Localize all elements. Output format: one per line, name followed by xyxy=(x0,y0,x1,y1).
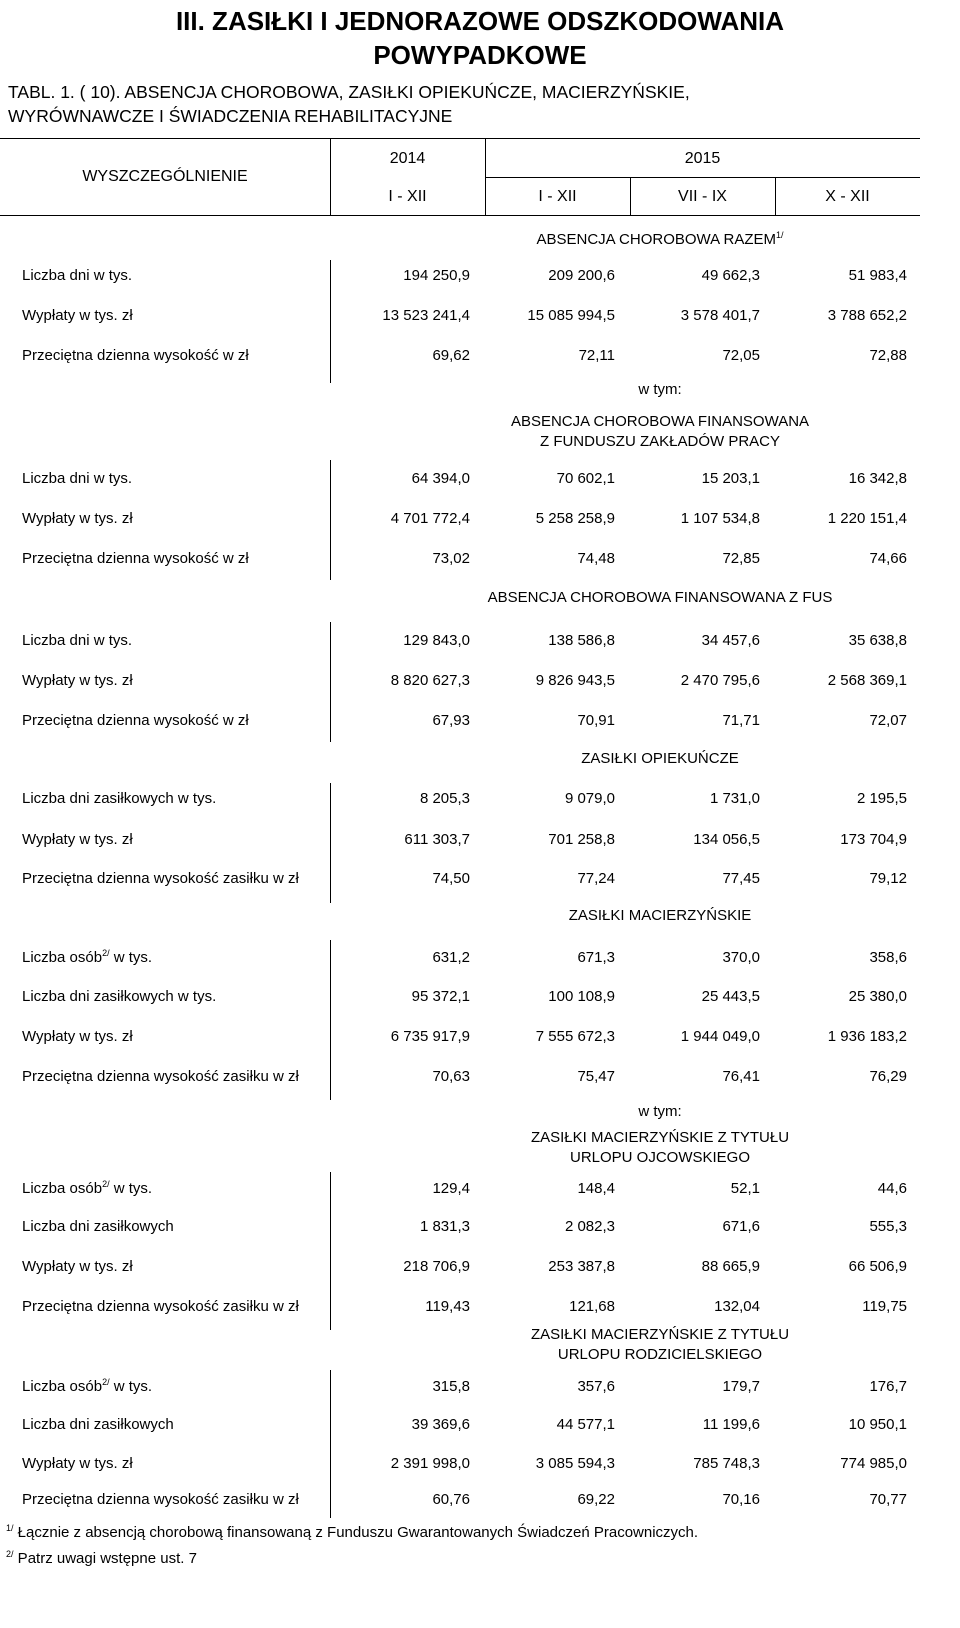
cell-vii-ix: 88 665,9 xyxy=(701,1258,760,1275)
cell-vii-ix: 785 748,3 xyxy=(693,1455,760,1472)
row-label: Wypłaty w tys. zł xyxy=(22,831,133,848)
cell-x-xii: 555,3 xyxy=(869,1218,907,1235)
header-col-vii-ix: VII - IX xyxy=(678,188,727,205)
section-prefix: w tym: xyxy=(638,1103,682,1120)
cell-x-xii: 66 506,9 xyxy=(848,1258,907,1275)
table-row xyxy=(0,1216,920,1238)
row-label: Wypłaty w tys. zł xyxy=(22,510,133,527)
cell-2015-i-xii: 2 082,3 xyxy=(564,1218,615,1235)
cell-x-xii: 35 638,8 xyxy=(848,632,907,649)
cell-2015-i-xii: 5 258 258,9 xyxy=(535,510,615,527)
table-row xyxy=(0,468,920,490)
cell-vii-ix: 25 443,5 xyxy=(701,988,760,1005)
table-row xyxy=(0,1376,920,1398)
header-col-2015-i-xii: I - XII xyxy=(538,188,577,205)
cell-x-xii: 1 220 151,4 xyxy=(827,510,907,527)
cell-2014-i-xii: 1 831,3 xyxy=(419,1218,470,1235)
cell-2014-i-xii: 70,63 xyxy=(432,1068,470,1085)
row-label: Liczba osób$^{2/}$ w tys. xyxy=(22,948,153,966)
row-label: Wypłaty w tys. zł xyxy=(22,672,133,689)
row-label: Liczba dni w tys. xyxy=(22,267,133,284)
cell-x-xii: 3 788 652,2 xyxy=(827,307,907,324)
cell-vii-ix: 3 578 401,7 xyxy=(680,307,760,324)
table-row xyxy=(0,345,920,367)
cell-2015-i-xii: 77,24 xyxy=(577,870,615,887)
cell-2014-i-xii: 39 369,6 xyxy=(411,1416,470,1433)
table-row xyxy=(0,829,920,851)
cell-2015-i-xii: 74,48 xyxy=(577,550,615,567)
row-label: Liczba dni zasiłkowych w tys. xyxy=(22,790,217,807)
section-title: ABSENCJA CHOROBOWA FINANSOWANA Z FUS xyxy=(487,589,833,606)
cell-2014-i-xii: 67,93 xyxy=(432,712,470,729)
table-row xyxy=(0,1026,920,1048)
cell-x-xii: 16 342,8 xyxy=(848,470,907,487)
table-row xyxy=(0,630,920,652)
table-row xyxy=(0,788,920,810)
section-title: ZASIŁKI MACIERZYŃSKIE xyxy=(568,907,752,924)
row-label: Liczba dni w tys. xyxy=(22,632,133,649)
section-title-line1: ZASIŁKI MACIERZYŃSKIE Z TYTUŁU xyxy=(530,1326,790,1343)
cell-2015-i-xii: 3 085 594,3 xyxy=(535,1455,615,1472)
row-label: Wypłaty w tys. zł xyxy=(22,1258,133,1275)
footnote: $^{2/}$ Patrz uwagi wstępne ust. 7 xyxy=(6,1549,197,1567)
cell-2015-i-xii: 72,11 xyxy=(578,347,615,364)
cell-2014-i-xii: 4 701 772,4 xyxy=(390,510,470,527)
row-label: Wypłaty w tys. zł xyxy=(22,1028,133,1045)
row-label: Wypłaty w tys. zł xyxy=(22,1455,133,1472)
cell-x-xii: 358,6 xyxy=(869,949,907,966)
cell-vii-ix: 15 203,1 xyxy=(701,470,760,487)
cell-x-xii: 79,12 xyxy=(869,870,907,887)
table-title-line1: TABL. 1. ( 10). ABSENCJA CHOROBOWA, ZASIŁKI OPIEKUŃCZE, MACIERZYŃSKIE, xyxy=(8,82,690,102)
table-row xyxy=(0,1296,920,1318)
cell-x-xii: 10 950,1 xyxy=(848,1416,907,1433)
cell-vii-ix: 77,45 xyxy=(722,870,760,887)
cell-vii-ix: 72,05 xyxy=(722,347,760,364)
cell-2014-i-xii: 129,4 xyxy=(432,1180,470,1197)
cell-2015-i-xii: 357,6 xyxy=(577,1378,615,1395)
cell-x-xii: 70,77 xyxy=(869,1491,907,1508)
cell-2015-i-xii: 138 586,8 xyxy=(548,632,615,649)
table-row xyxy=(0,305,920,327)
section-title: ABSENCJA CHOROBOWA $RAZEM^{1/}$ xyxy=(536,230,784,248)
section-title-line2: URLOPU OJCOWSKIEGO xyxy=(569,1149,751,1166)
cell-2014-i-xii: 315,8 xyxy=(432,1378,470,1395)
cell-2014-i-xii: 13 523 241,4 xyxy=(382,307,470,324)
table-row xyxy=(0,508,920,530)
cell-2015-i-xii: 15 085 994,5 xyxy=(527,307,615,324)
cell-x-xii: 25 380,0 xyxy=(848,988,907,1005)
cell-2015-i-xii: 9 826 943,5 xyxy=(535,672,615,689)
header-label: WYSZCZEGÓLNIENIE xyxy=(82,168,248,185)
cell-vii-ix: 11 199,6 xyxy=(702,1416,760,1433)
header-year-2014: 2014 xyxy=(389,150,426,167)
cell-x-xii: 173 704,9 xyxy=(840,831,907,848)
cell-2014-i-xii: 73,02 xyxy=(432,550,470,567)
cell-vii-ix: 52,1 xyxy=(730,1180,760,1197)
row-label: Liczba dni zasiłkowych xyxy=(22,1218,174,1235)
cell-x-xii: 774 985,0 xyxy=(840,1455,907,1472)
row-label: Przeciętna dzienna wysokość zasiłku w zł xyxy=(22,1491,299,1508)
table-row xyxy=(0,1066,920,1088)
section-title-line2: Z FUNDUSZU ZAKŁADÓW PRACY xyxy=(539,433,780,450)
cell-vii-ix: 179,7 xyxy=(722,1378,760,1395)
header-year-divider xyxy=(485,177,920,178)
section-prefix: w tym: xyxy=(638,381,682,398)
cell-2014-i-xii: 8 820 627,3 xyxy=(390,672,470,689)
row-label: Przeciętna dzienna wysokość zasiłku w zł xyxy=(22,1298,299,1315)
cell-2014-i-xii: 2 391 998,0 xyxy=(390,1455,470,1472)
footnote: $^{1/}$ Łącznie z absencją chorobową finansowaną z Funduszu Gwarantowanych Świadczeń Pracowniczych. xyxy=(6,1523,699,1541)
cell-2015-i-xii: 69,22 xyxy=(577,1491,615,1508)
cell-2014-i-xii: 64 394,0 xyxy=(411,470,470,487)
cell-vii-ix: 2 470 795,6 xyxy=(680,672,760,689)
cell-2015-i-xii: 75,47 xyxy=(577,1068,615,1085)
cell-x-xii: 51 983,4 xyxy=(848,267,907,284)
table-row xyxy=(0,548,920,570)
cell-2015-i-xii: 253 387,8 xyxy=(548,1258,615,1275)
cell-x-xii: 72,07 xyxy=(869,712,907,729)
row-label: Liczba dni zasiłkowych w tys. xyxy=(22,988,217,1005)
cell-2014-i-xii: 611 303,7 xyxy=(404,831,470,848)
cell-vii-ix: 134 056,5 xyxy=(693,831,760,848)
cell-x-xii: 74,66 xyxy=(869,550,907,567)
section-title-line1: ZASIŁKI MACIERZYŃSKIE Z TYTUŁU xyxy=(530,1129,790,1146)
row-label: Przeciętna dzienna wysokość w zł xyxy=(22,550,249,567)
section-title: ZASIŁKI OPIEKUŃCZE xyxy=(581,750,739,767)
header-year-2015: 2015 xyxy=(684,150,721,167)
cell-2014-i-xii: 8 205,3 xyxy=(419,790,470,807)
header-col-x-xii: X - XII xyxy=(825,188,870,205)
table-row xyxy=(0,947,920,969)
page-title-line1: III. ZASIŁKI I JEDNORAZOWE ODSZKODOWANIA xyxy=(175,6,785,36)
cell-2014-i-xii: 129 843,0 xyxy=(403,632,470,649)
cell-2014-i-xii: 69,62 xyxy=(432,347,470,364)
row-label: Przeciętna dzienna wysokość w zł xyxy=(22,347,249,364)
row-label: Przeciętna dzienna wysokość zasiłku w zł xyxy=(22,1068,299,1085)
section-title-line2: URLOPU RODZICIELSKIEGO xyxy=(557,1346,763,1363)
cell-2015-i-xii: 9 079,0 xyxy=(564,790,615,807)
cell-vii-ix: 1 731,0 xyxy=(709,790,760,807)
table-row xyxy=(0,986,920,1008)
table-title xyxy=(8,80,690,128)
cell-2015-i-xii: 671,3 xyxy=(577,949,615,966)
cell-2015-i-xii: 209 200,6 xyxy=(548,267,615,284)
cell-2014-i-xii: 218 706,9 xyxy=(403,1258,470,1275)
cell-x-xii: 2 195,5 xyxy=(856,790,907,807)
cell-vii-ix: 1 107 534,8 xyxy=(680,510,760,527)
cell-2015-i-xii: 100 108,9 xyxy=(548,988,615,1005)
cell-vii-ix: 370,0 xyxy=(722,949,760,966)
cell-vii-ix: 71,71 xyxy=(722,712,760,729)
cell-vii-ix: 132,04 xyxy=(714,1298,760,1315)
section-title-line1: ABSENCJA CHOROBOWA FINANSOWANA xyxy=(510,413,810,430)
cell-2015-i-xii: 121,68 xyxy=(569,1298,615,1315)
cell-2014-i-xii: 60,76 xyxy=(432,1491,470,1508)
cell-2015-i-xii: 70 602,1 xyxy=(556,470,615,487)
cell-x-xii: 76,29 xyxy=(869,1068,907,1085)
header-col-2014-i-xii: I - XII xyxy=(388,188,427,205)
table-header xyxy=(0,138,920,216)
cell-2015-i-xii: 70,91 xyxy=(577,712,615,729)
table-row xyxy=(0,1489,920,1511)
row-label: Przeciętna dzienna wysokość w zł xyxy=(22,712,249,729)
table-row xyxy=(0,1256,920,1278)
cell-vii-ix: 34 457,6 xyxy=(701,632,760,649)
table-row xyxy=(0,710,920,732)
row-label: Liczba osób$^{2/}$ w tys. xyxy=(22,1377,153,1395)
table-row xyxy=(0,868,920,890)
row-label: Przeciętna dzienna wysokość zasiłku w zł xyxy=(22,870,299,887)
cell-vii-ix: 49 662,3 xyxy=(701,267,760,284)
cell-2014-i-xii: 95 372,1 xyxy=(411,988,470,1005)
cell-2015-i-xii: 44 577,1 xyxy=(556,1416,615,1433)
cell-2015-i-xii: 701 258,8 xyxy=(548,831,615,848)
cell-x-xii: 72,88 xyxy=(869,347,907,364)
cell-2014-i-xii: 119,43 xyxy=(425,1298,470,1315)
cell-x-xii: 1 936 183,2 xyxy=(827,1028,907,1045)
row-label: Wypłaty w tys. zł xyxy=(22,307,133,324)
cell-2014-i-xii: 74,50 xyxy=(432,870,470,887)
table-row xyxy=(0,265,920,287)
cell-vii-ix: 671,6 xyxy=(722,1218,760,1235)
table-row xyxy=(0,1178,920,1200)
page-title-line2: POWYPADKOWE xyxy=(373,40,587,70)
table-row xyxy=(0,670,920,692)
table-title-line2: WYRÓWNAWCZE I ŚWIADCZENIA REHABILITACYJNE xyxy=(8,106,453,126)
cell-2015-i-xii: 148,4 xyxy=(577,1180,615,1197)
cell-x-xii: 44,6 xyxy=(877,1180,907,1197)
cell-vii-ix: 70,16 xyxy=(722,1491,760,1508)
cell-vii-ix: 76,41 xyxy=(722,1068,760,1085)
table-row xyxy=(0,1453,920,1475)
cell-2014-i-xii: 6 735 917,9 xyxy=(390,1028,470,1045)
row-label: Liczba dni w tys. xyxy=(22,470,133,487)
table-row xyxy=(0,1414,920,1436)
cell-vii-ix: 1 944 049,0 xyxy=(680,1028,760,1045)
cell-x-xii: 176,7 xyxy=(869,1378,907,1395)
cell-2014-i-xii: 631,2 xyxy=(432,949,470,966)
row-label: Liczba dni zasiłkowych xyxy=(22,1416,174,1433)
cell-2014-i-xii: 194 250,9 xyxy=(403,267,470,284)
page-title xyxy=(0,4,960,72)
cell-vii-ix: 72,85 xyxy=(722,550,760,567)
cell-2015-i-xii: 7 555 672,3 xyxy=(535,1028,615,1045)
row-label: Liczba osób$^{2/}$ w tys. xyxy=(22,1179,153,1197)
cell-x-xii: 2 568 369,1 xyxy=(827,672,907,689)
cell-x-xii: 119,75 xyxy=(862,1298,907,1315)
